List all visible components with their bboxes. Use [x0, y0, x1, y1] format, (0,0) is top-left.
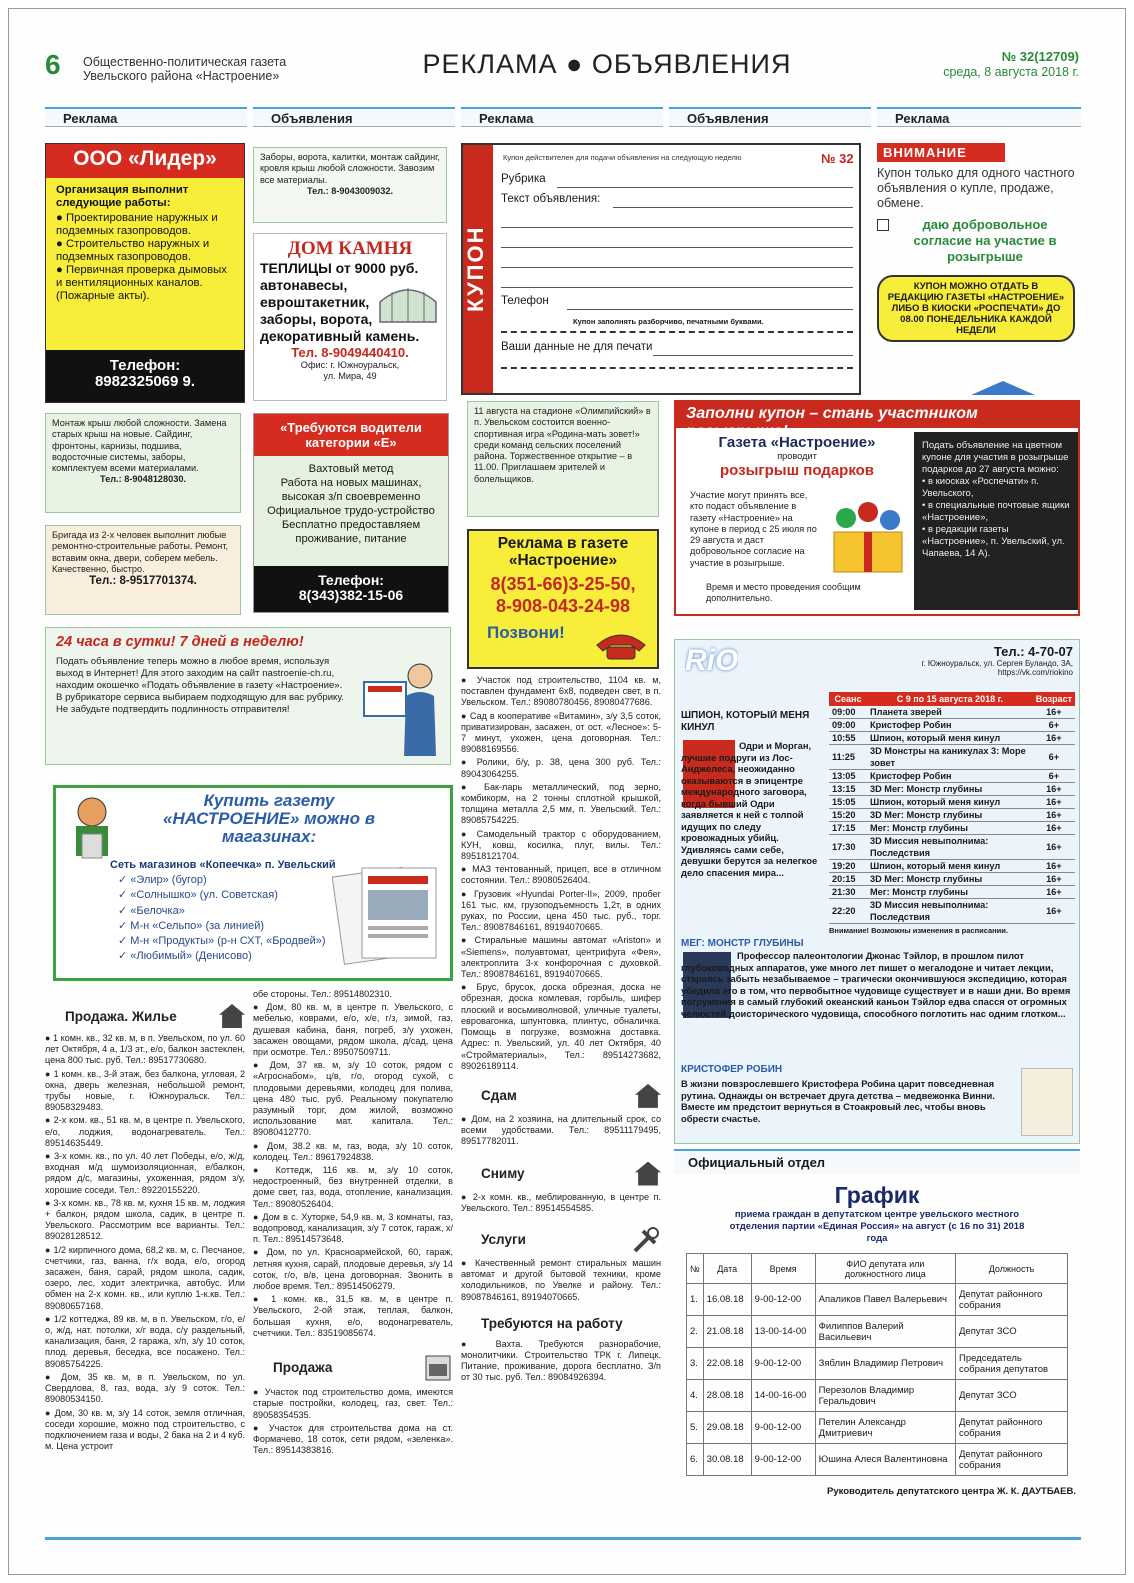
- section-title: РЕКЛАМА ● ОБЪЯВЛЕНИЯ: [422, 49, 792, 79]
- schedule-film: Кристофер Робин: [867, 719, 1033, 732]
- rodina-text: 11 августа на стадионе «Олимпийский» в п. Увельском состоится военно-спортивная игра «Родина-мать зовет!» среди команд сельских поселений района. Торжественное открытие – в 11.00. Приглашаем зрителей и болельщиков.: [474, 406, 651, 484]
- table-row: [687, 1380, 1068, 1412]
- zabory-phone: Тел.: 8-9043009032.: [306, 185, 394, 196]
- kupon-private-label: Ваши данные не для печати: [501, 341, 653, 353]
- schedule-age: 16+: [1033, 706, 1075, 719]
- kupit-ad: [53, 785, 453, 981]
- consent-checkbox[interactable]: [877, 219, 889, 231]
- schedule-age: 6+: [1033, 719, 1075, 732]
- voditeli-phone-label: Телефон:: [318, 572, 384, 588]
- listing-item: ● Сад в кооперативе «Витамин», з/у 3,5 соток, приватизирован, засажен, от ост. «Лесное»: 5-7 минут, ухожен, цена договорная. Тел.: 89088169556.: [461, 710, 661, 755]
- kupon-form: [461, 143, 861, 395]
- voditeli-body: Вахтовый метод Работа на новых машинах, высокая з/п своевременно Официальное трудо-устройство Бесплатно предоставляем проживание, питание: [267, 463, 435, 545]
- lider-phone: 8982325069 9.: [94, 373, 196, 390]
- schedule-film: 3D Монстры на каникулах 3: Море зовет: [867, 745, 1033, 770]
- row-date: 28.08.18: [703, 1380, 751, 1412]
- kupon-text-field[interactable]: [613, 207, 853, 208]
- kupit-item: ✓ «Белочка»: [118, 904, 185, 917]
- kino-note: Внимание! Возможны изменения в расписании.: [829, 926, 1008, 935]
- schedule-time: 20:15: [829, 873, 867, 886]
- kupon-note: Купон действителен для подачи объявления на следующую неделю: [503, 153, 742, 162]
- schedule-age: 16+: [1033, 796, 1075, 809]
- man-with-laptop-icon: [362, 656, 442, 760]
- kino-head-title: С 9 по 15 августа 2018 г.: [867, 692, 1033, 706]
- schedule-row: [829, 873, 1075, 886]
- mascot-icon: [62, 794, 122, 864]
- col-fio: ФИО депутата или должностного лица: [815, 1254, 955, 1284]
- vnimanie-text: Купон только для одного частного объявления о купле, продаже, обмене.: [877, 166, 1075, 210]
- kupit-item: ✓ «Солнышко» (ул. Советская): [118, 889, 278, 902]
- kupon-text-label: Текст объявления:: [501, 193, 601, 205]
- sdam-title: Сдам: [481, 1088, 517, 1104]
- kamen-l3: евроштакетник,: [260, 294, 370, 310]
- schedule-time: 19:20: [829, 860, 867, 873]
- brigada-text: Бригада из 2-х человек выполнит любые ремонтно-строительные работы. Ремонт, вставим окна, двери, соберем мебель. Качественно, быстро.: [52, 530, 229, 574]
- row-position: Председатель собрания депутатов: [956, 1348, 1068, 1380]
- schedule-row: [829, 860, 1075, 873]
- uslugi-title: Услуги: [481, 1232, 526, 1248]
- reklama-gazeta-title: Реклама в газете «Настроение»: [497, 535, 629, 569]
- listing-item: ● Самодельный трактор с оборудованием, КУН, ковш, косилка, плуг, вилы. Тел.: 89518121704.: [461, 828, 661, 862]
- schedule-row: [829, 899, 1075, 924]
- schedule-film: 3D Миссия невыполнима: Последствия: [867, 899, 1033, 924]
- kupon-fill-note: Купон заполнять разборчиво, печатными буквами.: [573, 317, 764, 326]
- table-row: [687, 1284, 1068, 1316]
- row-num: 3.: [687, 1348, 704, 1380]
- house-icon: [219, 1004, 245, 1028]
- schedule-film: Планета зверей: [867, 706, 1033, 719]
- listing-item: ● 1 комн. кв., 31,5 кв. м, в центре п. Увельского, 2-ой этаж, теплая, балкон, большая кухня, е/о, водонагреватель, счетчики. Тел.: 83519085674.: [253, 1294, 453, 1338]
- issue-date: среда, 8 августа 2018 г.: [943, 65, 1079, 79]
- listing-item: ● Дом, по ул. Красноармейской, 60, гараж, летняя кухня, сарай, плодовые деревья, з/у 14 соток, г/о, в/в, цена договорная. Звонить в любое время. Тел.: 89514506279.: [253, 1247, 453, 1292]
- row-time: 9-00-12-00: [751, 1412, 815, 1444]
- listing-item: ● Участок для строительства дома на ст. Формачево, 18 соток, сети рядом, «зеленка». Тел.: 89514383816.: [253, 1422, 453, 1456]
- schedule-row: [829, 706, 1075, 719]
- col-date: Дата: [703, 1254, 751, 1284]
- kupon-text-line[interactable]: [501, 227, 853, 228]
- kino-head-age: Возраст: [1033, 692, 1075, 706]
- lider-ad: [45, 143, 245, 403]
- lider-item: ● Строительство наружных и подземных газопроводов.: [56, 238, 210, 263]
- schedule-time: 22:20: [829, 899, 867, 924]
- schedule-age: 16+: [1033, 873, 1075, 886]
- rabota-title: Требуются на работу: [481, 1316, 623, 1332]
- listing-item: ● 1/2 кирпичного дома, 68,2 кв. м, с. Песчаное, счетчики, газ, ванна, г/х вода, е/о, огород засажен, баня, сарай, рядом школа, садик, озеро, лес, ходит электричка, автобус. Или обмен на 2-х комн. кв., или куплю 1-к.кв. Тел.: 89080657168.: [45, 1244, 245, 1311]
- listing-item: ● Бак-ларь металлический, под зерно, комбикорм, на 2 тонны сплотной крышкой, толщина металла 2,5 мм, п. Увельский. Тел.: 89085754225.: [461, 781, 661, 826]
- schedule-film: 3D Мег: Монстр глубины: [867, 783, 1033, 796]
- listing-item: ● Качественный ремонт стиральных машин автомат и другой бытовой техники, кроме холодильников, по Увелке и району. Тел.: 89087846161, 89194070665.: [461, 1257, 661, 1302]
- rozygrysh-time: Время и место проведения сообщим дополнительно.: [706, 582, 861, 604]
- zabory-text: Заборы, ворота, калитки, монтаж сайдинг, кровля крыш любой сложности. Завозим все материалы.: [260, 152, 440, 185]
- brigada-phone: Тел.: 8-9517701374.: [89, 575, 197, 588]
- row-fio: Юшина Алеся Валентиновна: [815, 1444, 955, 1476]
- schedule-row: [829, 835, 1075, 860]
- schedule-time: 11:25: [829, 745, 867, 770]
- prodazha-title: Продажа: [273, 1359, 333, 1375]
- row-time: 9-00-12-00: [751, 1284, 815, 1316]
- row-position: Депутат ЗСО: [956, 1316, 1068, 1348]
- paper-name: Общественно-политическая газета Увельского района «Настроение»: [83, 55, 287, 83]
- issue-number: № 32(12709): [1001, 49, 1079, 64]
- kamen-addr1: Офис: г. Южноуральск,: [300, 360, 400, 370]
- row-time: 9-00-12-00: [751, 1444, 815, 1476]
- kupit-item: ✓ М-н «Продукты» (р-н СХТ, «Бродвей»): [118, 935, 326, 948]
- voditeli-title: «Требуются водители категории «Е»: [254, 414, 448, 456]
- schedule-time: 10:55: [829, 732, 867, 745]
- kupit-title: Купить газету «НАСТРОЕНИЕ» можно в магазинах:: [163, 791, 375, 846]
- schedule-row: [829, 886, 1075, 899]
- listing-item: ● Коттедж, 116 кв. м, з/у 10 соток, недостроенный, без внутренней отделки, в доме свет, газ, вода, отопление, канализация. Тел.: 89080526404.: [253, 1165, 453, 1209]
- kupit-item: ✓ М-н «Сельпо» (за линией): [118, 919, 265, 932]
- kupon-cut-line: [501, 367, 853, 369]
- kupit-item: Сеть магазинов «Копеечка» п. Увельский: [110, 859, 336, 871]
- vnimanie-title: ВНИМАНИЕ: [877, 143, 1005, 162]
- kamen-l5: декоративный камень.: [260, 328, 420, 344]
- gift-box-icon: [826, 498, 910, 576]
- arrow-up-icon: [971, 381, 1035, 395]
- listing-item: ● 3-х комн. кв., по ул. 40 лет Победы, е/о, ж/д, входная м/д шумоизоляционная, е/балкон, рядом д/с, магазины, ухоженная, рядом з/у, хорошие соседи. Тел.: 89220155220.: [45, 1151, 245, 1195]
- kupon-text-line[interactable]: [501, 287, 853, 288]
- schedule-age: 16+: [1033, 783, 1075, 796]
- issue-info: [889, 49, 1079, 80]
- listing-item: ● Дом, 38.2 кв. м, газ, вода, з/у 10 соток, колодец. Тел.: 89617924838.: [253, 1140, 453, 1162]
- kino-address: г. Южноуральск, ул. Сергея Буландо, 3А,: [921, 659, 1073, 668]
- row-date: 21.08.18: [703, 1316, 751, 1348]
- row-position: Депутат районного собрания: [956, 1444, 1068, 1476]
- kamen-addr2: ул. Мира, 49: [323, 371, 377, 382]
- schedule-time: 15:20: [829, 809, 867, 822]
- col-num: №: [687, 1254, 704, 1284]
- schedule-time: 13:05: [829, 770, 867, 783]
- row-num: 1.: [687, 1284, 704, 1316]
- col-time: Время: [751, 1254, 815, 1284]
- kamen-ad: [253, 233, 447, 401]
- schedule-time: 09:00: [829, 706, 867, 719]
- rozygrysh-provodit: проводит: [777, 451, 817, 461]
- kupon-number: № 32: [821, 151, 854, 166]
- row-num: 6.: [687, 1444, 704, 1476]
- bottom-rule: [45, 1537, 1081, 1540]
- vnimanie-box: [877, 143, 1075, 373]
- schedule-age: 16+: [1033, 732, 1075, 745]
- rozygrysh-text: Участие могут принять все, кто подаст объявление в газету «Настроение» на купоне в период с 25 июля по 29 августа и даст добровольное согласие на участие в розыгрыше.: [690, 490, 817, 568]
- schedule-film: Шпион, который меня кинул: [867, 796, 1033, 809]
- schedule-film: Шпион, который меня кинул: [867, 860, 1033, 873]
- reklama-call: Позвони!: [487, 623, 565, 642]
- schedule-age: 16+: [1033, 899, 1075, 924]
- kupon-cut-line: [501, 331, 853, 333]
- schedule-film: 3D Мег: Монстр глубины: [867, 809, 1033, 822]
- row-fio: Филиппов Валерий Васильевич: [815, 1316, 955, 1348]
- prodazha-zhile-section: [45, 999, 245, 1529]
- lider-item: ● Проектирование наружных и подземных газопроводов.: [56, 212, 218, 237]
- listing-item: ● Брус, брусок, доска обрезная, доска не обрезная, доска комлевая, горбыль, шифер плоский и восьмиволновой, уличные туалеты, евровагонка, шпунтовка, плинтус, обналичка. Помощь в погрузке, возможна доставка. Адрес: п. Увельский, ул. 40 лет Октября, 40 «Стройматериалы», Тел.: 89514273682, 89026189114.: [461, 982, 661, 1071]
- listing-item: ● Грузовик «Hyundai Porter-II», 2009, пробег 161 тыс. км, грузоподъемность 1,2т, в одних руках, по России, цена 450 тыс. руб., торг. Тел.: 89087846161, 89194070665.: [461, 888, 661, 933]
- classifieds-col3: [461, 675, 661, 1531]
- official-title: График: [834, 1182, 920, 1208]
- colhead-4: Объявления: [669, 107, 871, 127]
- schedule-time: 09:00: [829, 719, 867, 732]
- schedule-age: 16+: [1033, 835, 1075, 860]
- row-position: Депутат ЗСО: [956, 1380, 1068, 1412]
- listing-item: ● МАЗ тентованный, прицеп, все в отличном состоянии. Тел.: 89080526404.: [461, 864, 661, 886]
- listing-item: обе стороны. Тел.: 89514802310.: [253, 989, 392, 999]
- schedule-row: [829, 719, 1075, 732]
- rodina-ad: [467, 401, 659, 517]
- listing-item: ● Стиральные машины автомат «Ariston» и «Siemens», полуавтомат, центрифуга «Фея», электроплита 3-х конфорочная с духовкой. Тел.: 89087846161, 89194070665.: [461, 935, 661, 980]
- schedule-age: 16+: [1033, 822, 1075, 835]
- official-subtitle: приема граждан в депутатском центре увельского местного отделения партии «Единая Россия» на август (с 16 по 31) 2018 года: [729, 1209, 1025, 1244]
- listing-item: ● Участок под строительство, 1104 кв. м, поставлен фундамент 6х8, подведен свет, в п. Увельском. Тел.: 89080780456, 89080477686.: [461, 675, 661, 708]
- listing-item: ● Дом в с. Хуторке, 54,9 кв. м, 3 комнаты, газ, водопровод, канализация, з/у 7 соток, гараж, х/п. Тел.: 89514573648.: [253, 1211, 453, 1245]
- colhead-3: Реклама: [461, 107, 663, 127]
- schedule-film: 3D Миссия невыполнима: Последствия: [867, 835, 1033, 860]
- rozygrysh-banner: Заполни купон – стань участником розыгрыша!: [676, 402, 1078, 428]
- montazh-ad: [45, 413, 241, 513]
- kamen-l1: ТЕПЛИЦЫ от 9000 руб.: [260, 260, 419, 276]
- official-table: [686, 1253, 1068, 1476]
- house-icon: [635, 1084, 661, 1108]
- rozygrysh-ad: [674, 400, 1080, 616]
- film1-text: Одри и Морган, лучшие подруги из Лос-Анджелеса, неожиданно оказываются в эпицентре международного заговора, когда бывший Одри заявляется к ней с толпой идущих по следу кровожадных убийц. Удивляясь сами себе, девушки берутся за нелегкое дело спасения мира...: [681, 740, 818, 878]
- listing-item: ● Дом, на 2 хозяина, на длительный срок, со всеми удобствами. Тел.: 89511179495, 89517782011.: [461, 1113, 661, 1147]
- kamen-l4: заборы, ворота,: [260, 311, 373, 327]
- rozygrysh-title: розыгрыш подарков: [719, 462, 875, 480]
- voditeli-phone: 8(343)382-15-06: [298, 587, 404, 603]
- row-position: Депутат районного собрания: [956, 1412, 1068, 1444]
- schedule-row: [829, 809, 1075, 822]
- schedule-row: [829, 783, 1075, 796]
- schedule-age: 16+: [1033, 809, 1075, 822]
- listing-item: ● Дом, 37 кв. м, з/у 10 соток, рядом с «Агроснабом», ц/в, г/о, огород сухой, с плодовыми деревьями, колодец для полива, цена 480 тыс. руб. Реальному покупателю разумный торг, дом жилой, возможно использование мат. капитала. Тел.: 89080412770.: [253, 1060, 453, 1138]
- listing-item: ● Дом, 30 кв. м, з/у 14 соток, земля отличная, соседи хорошие, можно под строительство, с подключением газа и воды, 2 бака на 2 и 4 куб. м. Цена устроит: [45, 1407, 245, 1452]
- row-num: 4.: [687, 1380, 704, 1412]
- lider-title: ООО «Лидер»: [46, 144, 244, 178]
- schedule-age: 16+: [1033, 886, 1075, 899]
- listing-item: ● Ролики, б/у, р. 38, цена 300 руб. Тел.: 89043064255.: [461, 757, 661, 779]
- schedule-row: [829, 770, 1075, 783]
- listing-item: ● 1 комн. кв., 32 кв. м, в п. Увельском, по ул. 60 лет Октября, 4 а, 1/3 эт., е/о, балкон застеклен, цена 800 тыс. руб. Тел.: 89517730680.: [45, 1033, 245, 1066]
- kupon-text-line[interactable]: [501, 247, 853, 248]
- official-section: [674, 1149, 1080, 1529]
- reklama-gazeta-ad: [467, 529, 659, 669]
- lider-item: ● Первичная проверка дымовых и вентиляционных каналов. (Пожарные акты).: [56, 264, 227, 302]
- film3-poster: [1021, 1068, 1073, 1136]
- row-date: 30.08.18: [703, 1444, 751, 1476]
- colhead-1: Реклама: [45, 107, 247, 127]
- kupon-rubrika-label: Рубрика: [501, 173, 546, 185]
- rozygrysh-right: Подать объявление на цветном купоне для участия в розыгрыше подарков до 27 августа можно: • в киосках «Роспечати» п. Увельского, • в специальные почтовые ящики «Настроение», • в редакции газеты «Настроение», п. Увельский, ул. Чапаева, 14 А).: [914, 432, 1078, 610]
- stove-icon: [423, 1352, 453, 1382]
- schedule-age: 6+: [1033, 745, 1075, 770]
- schedule-age: 6+: [1033, 770, 1075, 783]
- sutki-ad: [45, 627, 451, 765]
- listing-item: ● 3-х комн. кв., 78 кв. м, кухня 15 кв. м, лоджия + балкон, рядом школа, садик, в центре п. Увельского. Рассмотрим все варианты. Тел.: 89028128512.: [45, 1197, 245, 1242]
- row-num: 2.: [687, 1316, 704, 1348]
- schedule-time: 15:05: [829, 796, 867, 809]
- row-time: 14-00-16-00: [751, 1380, 815, 1412]
- row-fio: Апаликов Павел Валерьевич: [815, 1284, 955, 1316]
- schedule-time: 17:15: [829, 822, 867, 835]
- sutki-text: Подать объявление теперь можно в любое время, используя выход в Интернет! Для этого заходим на сайт nastroenie-ch.ru, находим окошечко «Подать объявление в газету «Настроение». В рубрикаторе сервиса выбираем подходящую для вас рубрику. Не забудьте подтвердить подлинность отправителя!: [56, 656, 344, 715]
- row-position: Депутат районного собрания: [956, 1284, 1068, 1316]
- consent-label: даю добровольное согласие на участие в розыгрыше: [913, 217, 1057, 264]
- colhead-5: Реклама: [877, 107, 1081, 127]
- colhead-2: Объявления: [253, 107, 455, 127]
- snimu-title: Сниму: [481, 1166, 525, 1182]
- kupon-phone-field[interactable]: [567, 309, 853, 310]
- montazh-phone: Тел.: 8-9048128030.: [99, 474, 187, 485]
- table-row: [687, 1412, 1068, 1444]
- listing-item: ● Вахта. Требуются разнорабочие, монолитчики. Строительство ТРК г. Липецк. Питание, проживание, дорога бесплатно. З/п от 30 тыс. руб. Тел.: 89084926394.: [461, 1338, 661, 1383]
- row-num: 5.: [687, 1412, 704, 1444]
- greenhouse-icon: [376, 282, 440, 324]
- row-date: 16.08.18: [703, 1284, 751, 1316]
- listing-item: ● 2-х комн. кв., меблированную, в центре п. Увельского. Тел.: 89514554585.: [461, 1191, 661, 1213]
- table-row: [687, 1316, 1068, 1348]
- lider-intro: Организация выполнит следующие работы:: [56, 184, 189, 209]
- schedule-film: Шпион, который меня кинул: [867, 732, 1033, 745]
- reklama-phone-2: 8-908-043-24-98: [495, 596, 631, 616]
- listing-item: ● Дом, 35 кв. м, в п. Увельском, по ул. Свердлова, 8, газ, вода, з/у 9 соток. Тел.: 89080534150.: [45, 1371, 245, 1405]
- house-icon: [635, 1162, 661, 1186]
- listing-item: ● Дом, 80 кв. м, в центре п. Увельского, с мебелью, коврами, е/о, х/е, г/з, зимой, газ, душевая кабина, баня, погреб, з/у ухожен, засажен овощами, рядом школа, д/сад, цена при осмотре. Тел.: 89507509711.: [253, 1002, 453, 1058]
- kupon-rubrika-field[interactable]: [557, 187, 853, 188]
- schedule-time: 21:30: [829, 886, 867, 899]
- row-date: 29.08.18: [703, 1412, 751, 1444]
- schedule-film: Мег: Монстр глубины: [867, 886, 1033, 899]
- classifieds-col2: [253, 989, 453, 1529]
- listing-item: ● 1/2 коттеджа, 89 кв. м, в п. Увельском, г/о, е/о, ж/д, нат. потолки, х/г вода, с/у раздельный, канализация, баня, 2 гаража, х/п, з/у 10 соток, плод. деревья, беседка, все посажено. Тел.: 89085754225.: [45, 1313, 245, 1369]
- kamen-l2: автонавесы,: [260, 277, 348, 293]
- kamen-title: ДОМ КАМНЯ: [287, 238, 413, 259]
- film1-title: ШПИОН, КОТОРЫЙ МЕНЯ КИНУЛ: [681, 710, 810, 733]
- schedule-film: Мег: Монстр глубины: [867, 822, 1033, 835]
- reklama-phone-1: 8(351-66)3-25-50,: [490, 574, 636, 594]
- row-time: 9-00-12-00: [751, 1348, 815, 1380]
- row-fio: Петелин Александр Дмитриевич: [815, 1412, 955, 1444]
- listing-item: ● 1 комн. кв., 3-й этаж, без балкона, угловая, 2 окна, дверь железная, небольшой ремонт, трубы новые, г. Южноуральск. Тел.: 89058329483.: [45, 1068, 245, 1113]
- kupon-text-line[interactable]: [501, 267, 853, 268]
- newspapers-icon: [332, 862, 446, 966]
- montazh-text: Монтаж крыш любой сложности. Замена старых крыш на новые. Сайдинг, фронтоны, карнизы, подшива, водосточные системы, заборы, комплектуем всеми материалами.: [52, 418, 227, 474]
- lider-phone-label: Телефон:: [109, 357, 181, 374]
- kino-logo: RiO: [685, 644, 739, 677]
- kino-schedule: [829, 692, 1075, 924]
- listing-item: ● 2-х ком. кв., 51 кв. м, в центре п. Увельского, е/о, лоджия, водонагреватель. Тел.: 89514635449.: [45, 1115, 245, 1148]
- row-fio: Перезолов Владимир Геральдович: [815, 1380, 955, 1412]
- col-position: Должность: [956, 1254, 1068, 1284]
- schedule-time: 17:30: [829, 835, 867, 860]
- kupit-item: ✓ «Любимый» (Денисово): [118, 950, 252, 963]
- vnimanie-otdat: КУПОН МОЖНО ОТДАТЬ В РЕДАКЦИЮ ГАЗЕТЫ «НАСТРОЕНИЕ» ЛИБО В КИОСКИ «РОСПЕЧАТИ» ДО 08.00 ПОНЕДЕЛЬНИКА КАЖДОЙ НЕДЕЛИ: [877, 275, 1075, 342]
- schedule-film: Кристофер Робин: [867, 770, 1033, 783]
- schedule-age: 16+: [1033, 860, 1075, 873]
- kupon-side-label: КУПОН: [463, 145, 493, 393]
- newspaper-page: [8, 8, 1126, 1575]
- film2-text: Профессор палеонтологии Джонас Тэйлор, в прошлом пилот глубоководных аппаратов, уже много лет пишет о мегалодоне и читает лекции, стараясь забыть незабываемое – трагически окончившуюся экспедицию, которая убедила его в том, что первобытное чудовище существует и в наши дни. Во время погружения в самый глубокий океанский каньон Тэйлор едва спасся от огромных челюстей доисторического чудовища, способного поглотить нас одним глотком...: [681, 950, 1071, 1019]
- official-footer: Руководитель депутатского центра Ж. К. ДАУТБАЕВ.: [827, 1486, 1076, 1497]
- kupit-item: ✓ «Элир» (бугор): [118, 874, 207, 887]
- rozygrysh-paper: Газета «Настроение»: [718, 434, 876, 451]
- film3-title: КРИСТОФЕР РОБИН: [681, 1064, 783, 1075]
- sutki-title: 24 часа в сутки! 7 дней в неделю!: [56, 634, 304, 650]
- schedule-time: 13:15: [829, 783, 867, 796]
- film2-title: МЕГ: МОНСТР ГЛУБИНЫ: [681, 938, 804, 949]
- table-row: [687, 1444, 1068, 1476]
- table-row: [687, 1348, 1068, 1380]
- kupon-private-field[interactable]: [653, 355, 853, 356]
- brigada-ad: [45, 525, 241, 615]
- zabory-ad: [253, 147, 447, 223]
- official-header: Официальный отдел: [674, 1149, 1080, 1174]
- schedule-row: [829, 732, 1075, 745]
- telephone-icon: [593, 625, 649, 661]
- schedule-row: [829, 822, 1075, 835]
- kino-ad: [674, 639, 1080, 1144]
- page-number: 6: [45, 49, 61, 80]
- kino-url: https://vk.com/riokino: [997, 668, 1073, 677]
- kino-head-time: Сеанс: [829, 692, 867, 706]
- schedule-film: 3D Мег: Монстр глубины: [867, 873, 1033, 886]
- row-fio: Зяблин Владимир Петрович: [815, 1348, 955, 1380]
- schedule-row: [829, 745, 1075, 770]
- kupon-phone-label: Телефон: [501, 295, 549, 307]
- row-time: 13-00-14-00: [751, 1316, 815, 1348]
- film3-text: В жизни повзрослевшего Кристофера Робина царит повседневная рутина. Однажды он встречает друга детства – медвежонка Винни. Вместе им предстоит вернуться в Стоакровый лес, чтобы вновь обрести счастье.: [681, 1078, 995, 1124]
- row-date: 22.08.18: [703, 1348, 751, 1380]
- tools-icon: [631, 1225, 661, 1255]
- kamen-phone: Тел. 8-9049440410.: [291, 345, 409, 360]
- listing-item: ● Участок под строительство дома, имеются старые постройки, колодец, газ, свет. Тел.: 89058354535.: [253, 1387, 453, 1420]
- voditeli-ad: [253, 413, 449, 613]
- kino-phone: Тел.: 4-70-07: [993, 644, 1073, 659]
- schedule-row: [829, 796, 1075, 809]
- prodazha-zhile-title: Продажа. Жилье: [65, 1008, 177, 1024]
